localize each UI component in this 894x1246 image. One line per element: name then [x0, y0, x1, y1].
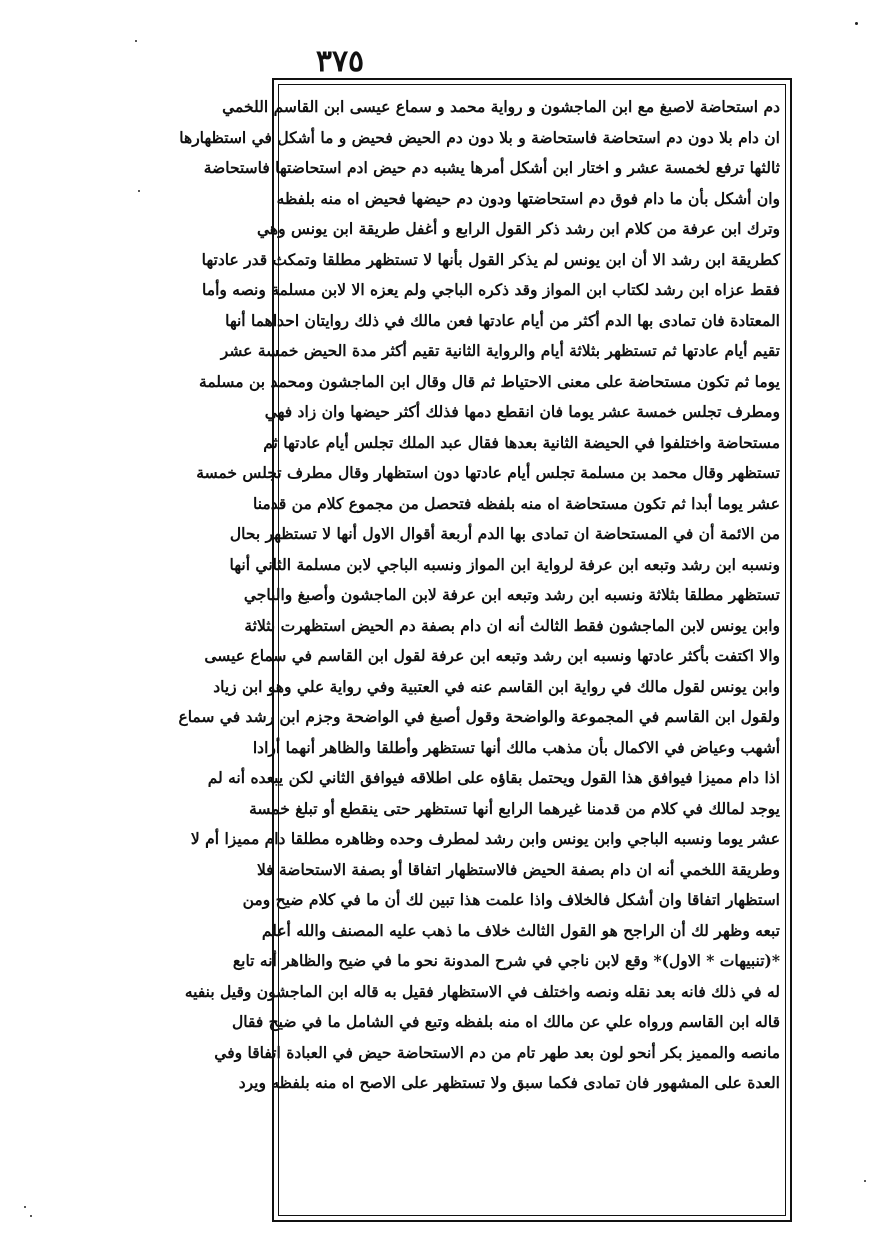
text-line: أشهب وعياض في الاكمال بأن مذهب مالك أنها تستظهر وأطلقا والظاهر أنهما أرادا [252, 737, 780, 757]
text-line: تستظهر مطلقا بثلاثة ونسبه ابن رشد وتبعه ابن عرفة لابن الماجشون وأصبغ والباجي [243, 585, 780, 604]
scan-speck [24, 1206, 26, 1208]
text-line: مستحاضة واختلفوا في الحيضة الثانية بعدها فقال عبد الملك تجلس أيام عادتها ثم [263, 432, 780, 452]
text-line: المعتادة فان تمادى بها الدم أكثر من أيام عادتها فعن مالك في ذلك روايتان احداهما أنها [225, 310, 780, 330]
text-line: يوجد لمالك في كلام من قدمنا غيرهما الرابع أنها تستظهر حتى ينقطع أو تبلغ خمسة [249, 798, 780, 818]
page-number: ٣٧٥ [315, 44, 365, 79]
text-line: اذا دام مميزا فيوافق هذا القول ويحتمل بقاؤه على اطلاقه فيوافق الثاني لكن يبعده أنه لم [207, 768, 780, 787]
text-block [178, 92, 780, 1212]
text-line: ان دام بلا دون دم استحاضة فاستحاضة و بلا دون دم الحيض فحيض و ما أشكل في استظهارها [179, 127, 780, 147]
text-line: والا اكتفت بأكثر عادتها ونسبه ابن رشد وتبعه ابن عرفة لقول ابن القاسم في سماع عيسى [204, 646, 780, 665]
text-line: استظهار اتفاقا وان أشكل فالخلاف واذا علمت هذا تبين لك أن ما في كلام ضيح ومن [242, 890, 780, 909]
text-line: دم استحاضة لاصبغ مع ابن الماجشون و رواية محمد و سماع عيسى ابن القاسم اللخمي [222, 97, 780, 116]
text-line: وابن يونس لابن الماجشون فقط الثالث أنه ان دام بصفة دم الحيض استظهرت بثلاثة [244, 615, 780, 635]
scan-speck [138, 190, 140, 192]
scan-speck [135, 40, 137, 42]
scan-speck [855, 22, 858, 25]
scan-speck [30, 1215, 32, 1217]
text-line: العدة على المشهور فان تمادى فكما سبق ولا تستظهر على الاصح اه منه بلفظه ويرد [238, 1073, 780, 1092]
text-line: ولقول ابن القاسم في المجموعة والواضحة وقول أصبغ في الواضحة وجزم ابن رشد في سماع [178, 707, 780, 726]
text-line: ونسبه ابن رشد وتبعه ابن عرفة لرواية ابن المواز ونسبه الباجي لابن مسلمة الثاني أنها [229, 554, 780, 574]
text-line: وطريقة اللخمي أنه ان دام بصفة الحيض فالاستظهار اتفاقا أو بصفة الاستحاضة فلا [256, 859, 780, 879]
text-line: قاله ابن القاسم ورواه علي عن مالك اه منه بلفظه وتبع في الشامل ما في ضيح فقال [232, 1012, 780, 1031]
text-line: عشر يوما أبدا ثم تكون مستحاضة اه منه بلفظه فتحصل من مجموع كلام من قدمنا [253, 493, 780, 513]
text-line: *(تنبيهات * الاول)* وقع لابن ناجي في شرح المدونة نحو ما في ضيح والظاهر أنه تابع [232, 951, 780, 970]
scan-speck [864, 1180, 866, 1182]
text-line: ومطرف تجلس خمسة عشر يوما فان انقطع دمها فذلك أكثر حيضها وان زاد فهي [264, 402, 780, 421]
text-line: وترك ابن عرفة من كلام ابن رشد ذكر القول الرابع و أغفل طريقة ابن يونس وهي [256, 219, 780, 238]
text-line: له في ذلك فانه بعد نقله ونصه واختلف في الاستظهار فقيل به قاله ابن الماجشون وقيل بنفيه [184, 981, 780, 1001]
text-line: عشر يوما ونسبه الباجي وابن يونس وابن رشد لمطرف وحده وظاهره مطلقا دام مميزا أم لا [190, 829, 780, 848]
text-line: ثالثها ترفع لخمسة عشر و اختار ابن أشكل أمرها يشبه دم حيض ادم استحاضتها فاستحاضة [203, 158, 780, 177]
text-line: كطريقة ابن رشد الا أن ابن يونس لم يذكر القول بأنها لا تستظهر مطلقا وتمكث قدر عادتها [201, 249, 780, 269]
text-line: يوما ثم تكون مستحاضة على معنى الاحتياط ثم قال وقال ابن الماجشون ومحمد بن مسلمة [199, 371, 780, 391]
text-line: من الائمة أن في المستحاضة ان تمادى بها الدم أربعة أقوال الاول أنها لا تستظهر بحال [229, 524, 780, 543]
text-line: فقط عزاه ابن رشد لكتاب ابن المواز وقد ذكره الباجي ولم يعزه الا لابن مسلمة ونصه وأما [202, 280, 780, 299]
text-line: مانصه والمميز بكر أنحو لون بعد طهر تام من دم الاستحاضة حيض في العبادة اتفاقا وفي [214, 1042, 780, 1062]
text-line: تقيم أيام عادتها ثم تستظهر بثلاثة أيام والرواية الثانية تقيم أكثر مدة الحيض خمسة عشر [220, 341, 780, 360]
text-line: تستظهر وقال محمد بن مسلمة تجلس أيام عادتها دون استظهار وقال مطرف تجلس خمسة [196, 463, 780, 482]
text-line: تبعه وظهر لك أن الراجح هو القول الثالث خلاف ما ذهب عليه المصنف والله أعلم [261, 920, 780, 940]
text-line: وان أشكل بأن ما دام فوق دم استحاضتها ودون دم حيضها فحيض اه منه بلفظه [276, 188, 780, 208]
text-line: وابن يونس لقول مالك في رواية ابن القاسم عنه في العتبية وفي رواية علي وهو ابن زياد [213, 676, 780, 696]
